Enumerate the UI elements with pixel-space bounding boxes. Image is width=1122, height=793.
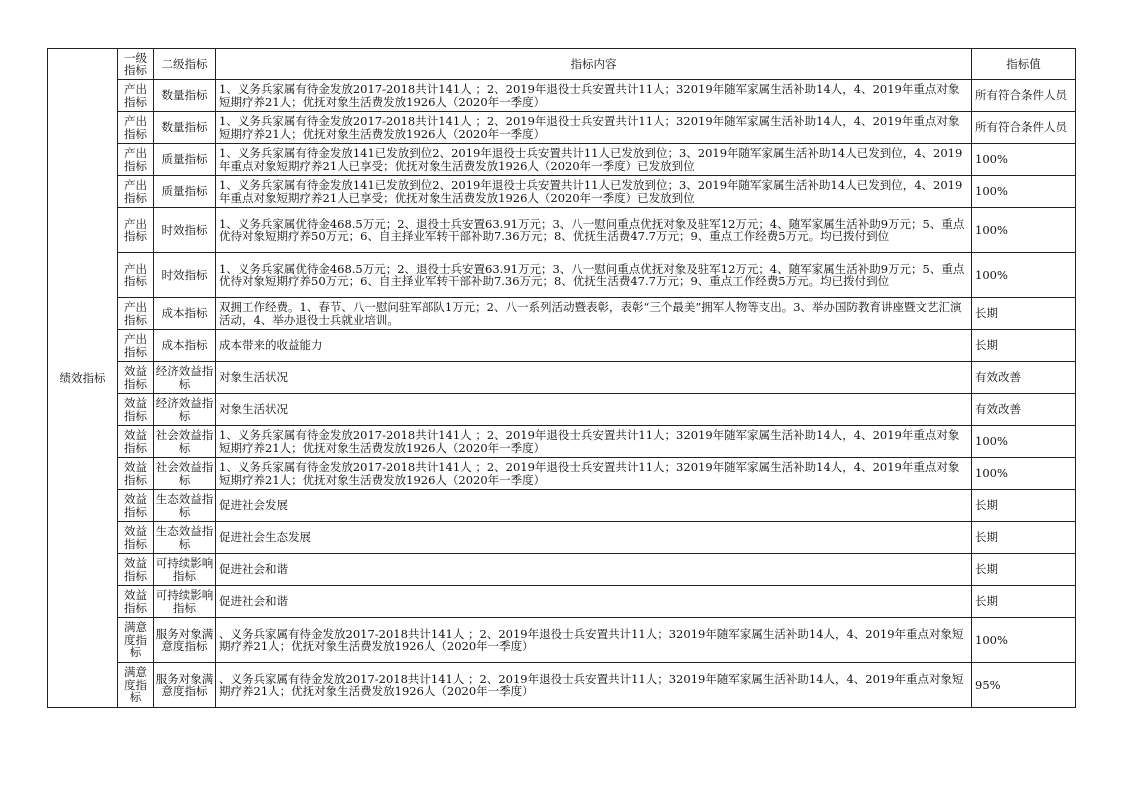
value-cell: 长期: [972, 522, 1076, 554]
table-row: [48, 330, 1076, 362]
value-cell: 长期: [972, 554, 1076, 586]
value-cell: 所有符合条件人员: [972, 112, 1076, 144]
header-value: 指标值: [972, 49, 1076, 80]
level1-cell: 产出指标: [118, 253, 154, 298]
level2-cell: 时效指标: [154, 208, 216, 253]
level1-cell: 效益指标: [118, 362, 154, 394]
table-row: [48, 522, 1076, 554]
table-row: [48, 490, 1076, 522]
content-cell: 促进社会发展: [216, 490, 972, 522]
level1-cell: 产出指标: [118, 208, 154, 253]
value-cell: 100%: [972, 144, 1076, 176]
level2-cell: 成本指标: [154, 330, 216, 362]
level2-cell: 可持续影响指标: [154, 554, 216, 586]
header-level1: 一级指标: [118, 49, 154, 80]
level1-cell: 产出指标: [118, 144, 154, 176]
table-row: [48, 362, 1076, 394]
header-content: 指标内容: [216, 49, 972, 80]
table-row: [48, 112, 1076, 144]
content-cell: 1、义务兵家属有待金发放2017-2018共计141人 ；2、2019年退役士兵安置共计11人；32019年随军家属生活补助14人，4、2019年重点对象短期疗养21人；优抚对象生活费发放1926人（2020年一季度）: [216, 80, 972, 112]
table-row: [48, 394, 1076, 426]
content-cell: 对象生活状况: [216, 362, 972, 394]
level1-cell: 产出指标: [118, 330, 154, 362]
table-row: [48, 554, 1076, 586]
value-cell: 长期: [972, 490, 1076, 522]
content-cell: 双拥工作经费。1、春节、八一慰问驻军部队1万元；2、八一系列活动暨表彰，表彰“三个最美”拥军人物等支出。3、举办国防教育讲座暨文艺汇演活动，4、举办退役士兵就业培训。: [216, 298, 972, 330]
value-cell: 95%: [972, 663, 1076, 708]
level1-cell: 效益指标: [118, 426, 154, 458]
level2-cell: 服务对象满意度指标: [154, 663, 216, 708]
table-row: [48, 426, 1076, 458]
table-row: [48, 298, 1076, 330]
table-row: [48, 618, 1076, 663]
table-row: [48, 458, 1076, 490]
level2-cell: 质量指标: [154, 144, 216, 176]
value-cell: 100%: [972, 458, 1076, 490]
value-cell: 有效改善: [972, 394, 1076, 426]
value-cell: 100%: [972, 208, 1076, 253]
table-row: [48, 144, 1076, 176]
level2-cell: 时效指标: [154, 253, 216, 298]
value-cell: 100%: [972, 253, 1076, 298]
content-cell: 1、义务兵家属有待金发放2017-2018共计141人 ；2、2019年退役士兵安置共计11人；32019年随军家属生活补助14人，4、2019年重点对象短期疗养21人；优抚对象生活费发放1926人（2020年一季度）: [216, 426, 972, 458]
level1-cell: 产出指标: [118, 80, 154, 112]
performance-indicator-table: [47, 48, 1076, 708]
value-cell: 长期: [972, 298, 1076, 330]
content-cell: 、义务兵家属有待金发放2017-2018共计141人 ；2、2019年退役士兵安置共计11人；32019年随军家属生活补助14人，4、2019年重点对象短期疗养21人；优抚对象生活费发放1926人（2020年一季度）: [216, 663, 972, 708]
level2-cell: 服务对象满意度指标: [154, 618, 216, 663]
level1-cell: 效益指标: [118, 554, 154, 586]
level2-cell: 生态效益指标: [154, 522, 216, 554]
level2-cell: 经济效益指标: [154, 394, 216, 426]
content-cell: 促进社会生态发展: [216, 522, 972, 554]
value-cell: 100%: [972, 618, 1076, 663]
header-row: [48, 49, 1076, 80]
content-cell: 、义务兵家属有待金发放2017-2018共计141人 ；2、2019年退役士兵安置共计11人；32019年随军家属生活补助14人，4、2019年重点对象短期疗养21人；优抚对象生活费发放1926人（2020年一季度）: [216, 618, 972, 663]
level2-cell: 社会效益指标: [154, 458, 216, 490]
value-cell: 长期: [972, 330, 1076, 362]
value-cell: 100%: [972, 176, 1076, 208]
value-cell: 长期: [972, 586, 1076, 618]
table-row: [48, 176, 1076, 208]
table-row: [48, 80, 1076, 112]
level2-cell: 社会效益指标: [154, 426, 216, 458]
content-cell: 促进社会和谐: [216, 586, 972, 618]
header-level2: 二级指标: [154, 49, 216, 80]
level1-cell: 效益指标: [118, 394, 154, 426]
level2-cell: 可持续影响指标: [154, 586, 216, 618]
value-cell: 有效改善: [972, 362, 1076, 394]
content-cell: 成本带来的收益能力: [216, 330, 972, 362]
content-cell: 促进社会和谐: [216, 554, 972, 586]
value-cell: 所有符合条件人员: [972, 80, 1076, 112]
level1-cell: 产出指标: [118, 298, 154, 330]
table-row: [48, 663, 1076, 708]
level1-cell: 效益指标: [118, 458, 154, 490]
level2-cell: 成本指标: [154, 298, 216, 330]
value-cell: 100%: [972, 426, 1076, 458]
level1-cell: 满意度指标: [118, 618, 154, 663]
level1-cell: 效益指标: [118, 522, 154, 554]
level2-cell: 数量指标: [154, 112, 216, 144]
level1-cell: 满意度指标: [118, 663, 154, 708]
level1-cell: 产出指标: [118, 112, 154, 144]
content-cell: 1、义务兵家属有待金发放141已发放到位2、2019年退役士兵安置共计11人已发放到位；3、2019年随军家属生活补助14人已发到位，4、2019年重点对象短期疗养21人已享受；优抚对象生活费发放1926人（2020年一季度）已发放到位: [216, 144, 972, 176]
table-row: [48, 586, 1076, 618]
level2-cell: 质量指标: [154, 176, 216, 208]
category-cell: 绩效指标: [48, 49, 118, 708]
table-row: [48, 208, 1076, 253]
content-cell: 1、义务兵家属优待金468.5万元；2、退役士兵安置63.91万元；3、八一慰问重点优抚对象及驻军12万元；4、随军家属生活补助9万元；5、重点优待对象短期疗养50万元；6、自主择业军转干部补助7.36万元；8、优抚生活费47.7万元；9、重点工作经费5万元。均已拨付到位: [216, 253, 972, 298]
content-cell: 1、义务兵家属有待金发放141已发放到位2、2019年退役士兵安置共计11人已发放到位；3、2019年随军家属生活补助14人已发到位，4、2019年重点对象短期疗养21人已享受；优抚对象生活费发放1926人（2020年一季度）已发放到位: [216, 176, 972, 208]
table-body: [48, 49, 1076, 708]
table-row: [48, 253, 1076, 298]
content-cell: 对象生活状况: [216, 394, 972, 426]
level2-cell: 经济效益指标: [154, 362, 216, 394]
level1-cell: 产出指标: [118, 176, 154, 208]
content-cell: 1、义务兵家属优待金468.5万元；2、退役士兵安置63.91万元；3、八一慰问重点优抚对象及驻军12万元；4、随军家属生活补助9万元；5、重点优待对象短期疗养50万元；6、自主择业军转干部补助7.36万元；8、优抚生活费47.7万元；9、重点工作经费5万元。均已拨付到位: [216, 208, 972, 253]
content-cell: 1、义务兵家属有待金发放2017-2018共计141人 ；2、2019年退役士兵安置共计11人；32019年随军家属生活补助14人，4、2019年重点对象短期疗养21人；优抚对象生活费发放1926人（2020年一季度）: [216, 458, 972, 490]
level1-cell: 效益指标: [118, 490, 154, 522]
level2-cell: 生态效益指标: [154, 490, 216, 522]
level2-cell: 数量指标: [154, 80, 216, 112]
content-cell: 1、义务兵家属有待金发放2017-2018共计141人 ；2、2019年退役士兵安置共计11人；32019年随军家属生活补助14人，4、2019年重点对象短期疗养21人；优抚对象生活费发放1926人（2020年一季度）: [216, 112, 972, 144]
level1-cell: 效益指标: [118, 586, 154, 618]
